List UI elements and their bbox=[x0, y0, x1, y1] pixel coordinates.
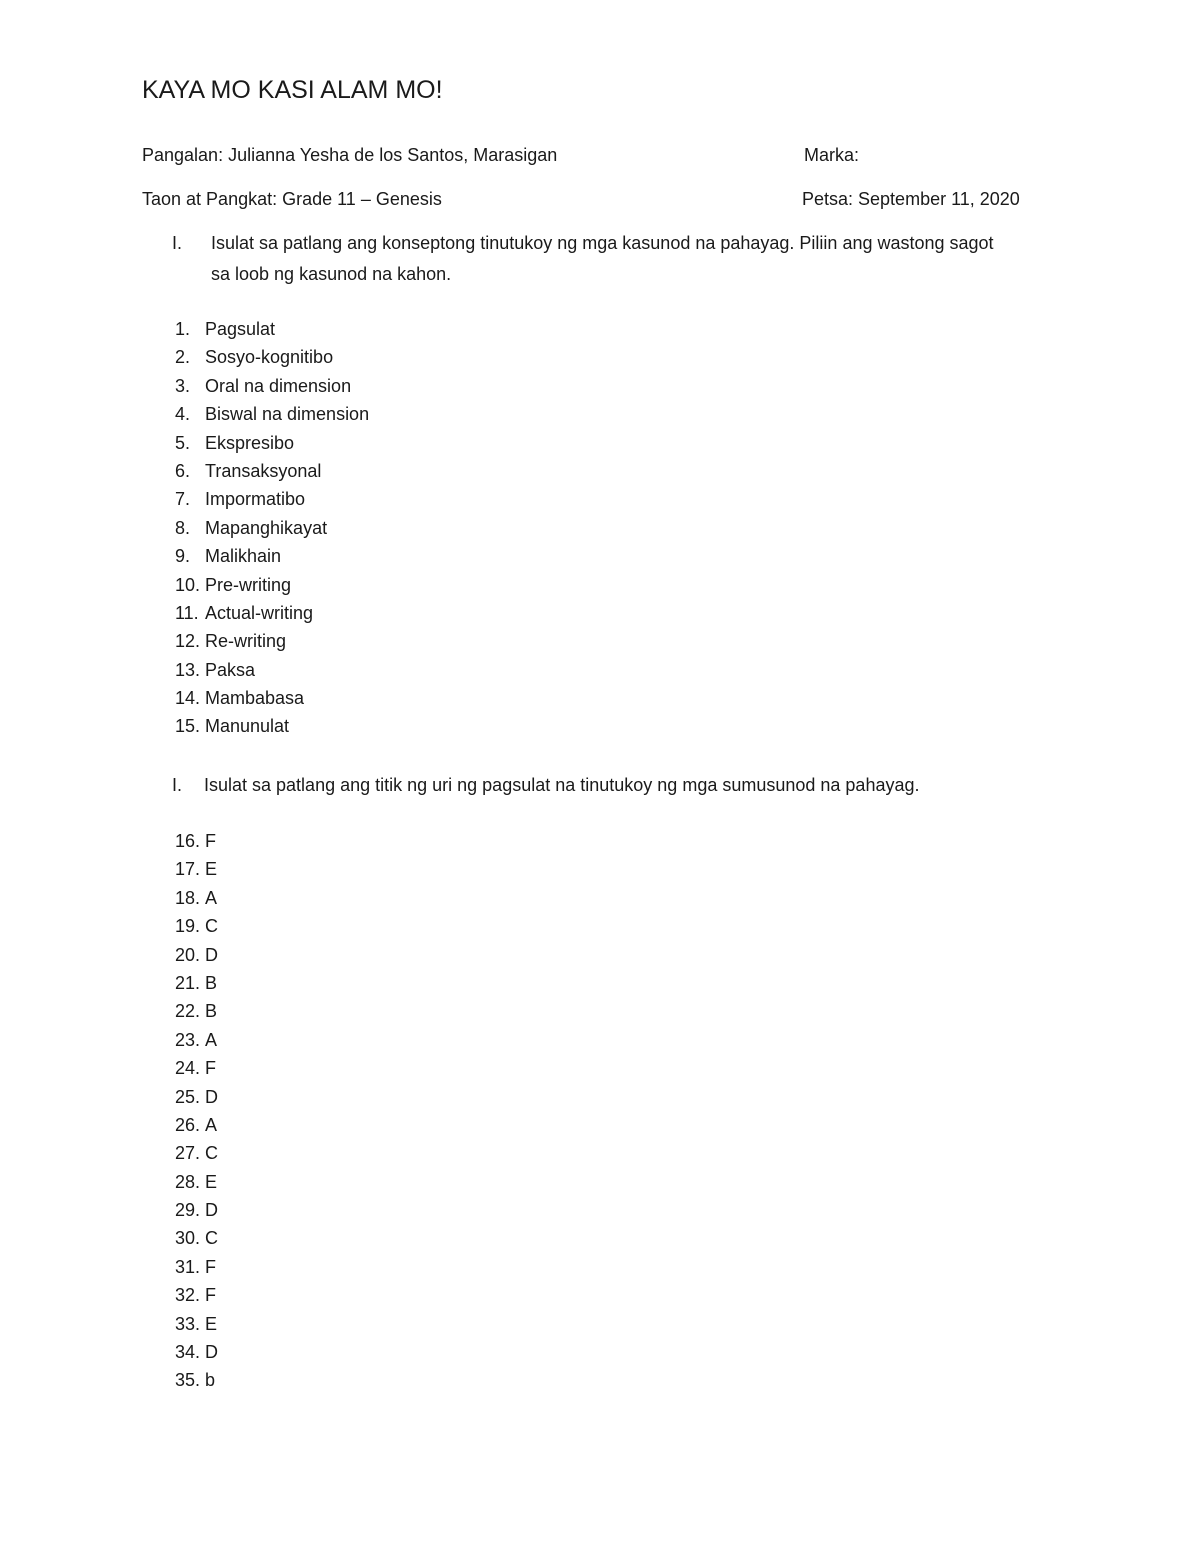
list-item: 19. C bbox=[175, 916, 218, 937]
list-item: 17. E bbox=[175, 859, 218, 880]
worksheet-title: KAYA MO KASI ALAM MO! bbox=[142, 76, 443, 104]
student-name: Pangalan: Julianna Yesha de los Santos, Marasigan bbox=[142, 145, 558, 165]
list-item: 28. E bbox=[175, 1171, 218, 1192]
name-row bbox=[142, 145, 1062, 166]
list-item: 8. Mapanghikayat bbox=[175, 517, 328, 538]
list-item: 9. Malikhain bbox=[175, 546, 282, 567]
section-row bbox=[142, 189, 1062, 210]
list-item: 32. F bbox=[175, 1285, 216, 1306]
part1-instruction-line2: sa loob ng kasunod na kahon. bbox=[211, 264, 452, 284]
list-item: 14. Mambabasa bbox=[175, 688, 305, 709]
list-item: 29. D bbox=[175, 1200, 218, 1221]
list-item: 26. A bbox=[175, 1114, 218, 1135]
list-item: 23. A bbox=[175, 1029, 218, 1050]
list-item: 20. D bbox=[175, 944, 218, 965]
list-item: 35. b bbox=[175, 1370, 216, 1391]
part1-instruction-line1: Isulat sa patlang ang konseptong tinutukoy ng mga kasunod na pahayag. Piliin ang wastong sagot bbox=[211, 233, 994, 253]
list-item: 25. D bbox=[175, 1086, 218, 1107]
list-item: 4. Biswal na dimension bbox=[175, 404, 370, 425]
list-item: 3. Oral na dimension bbox=[175, 375, 352, 396]
grade-label: Marka: bbox=[804, 145, 860, 165]
list-item: 6. Transaksyonal bbox=[175, 460, 322, 481]
list-item: 31. F bbox=[175, 1256, 216, 1277]
list-item: 34. D bbox=[175, 1342, 218, 1363]
date-label: Petsa: September 11, 2020 bbox=[802, 189, 1020, 209]
list-item: 18. A bbox=[175, 887, 218, 908]
list-item: 33. E bbox=[175, 1313, 218, 1334]
list-item: 7. Impormatibo bbox=[175, 489, 306, 510]
part2-instruction bbox=[142, 770, 1072, 801]
list-item: 2. Sosyo-kognitibo bbox=[175, 347, 334, 368]
part2-instruction-text: Isulat sa patlang ang titik ng uri ng pagsulat na tinutukoy ng mga sumusunod na pahayag. bbox=[204, 775, 920, 795]
part2-answer-list bbox=[175, 827, 218, 1395]
section-label: Taon at Pangkat: Grade 11 – Genesis bbox=[142, 189, 442, 209]
list-item: 15. Manunulat bbox=[175, 716, 290, 737]
part2-roman: I. bbox=[172, 775, 183, 795]
part1-answer-list bbox=[175, 315, 369, 741]
list-item: 21. B bbox=[175, 972, 218, 993]
list-item: 1. Pagsulat bbox=[175, 319, 276, 339]
list-item: 5. Ekspresibo bbox=[175, 432, 295, 453]
part1-roman: I. bbox=[172, 233, 183, 253]
list-item: 24. F bbox=[175, 1058, 216, 1079]
list-item: 12. Re-writing bbox=[175, 631, 287, 652]
list-item: 13. Paksa bbox=[175, 659, 256, 680]
list-item: 11. Actual-writing bbox=[175, 602, 314, 623]
list-item: 22. B bbox=[175, 1001, 218, 1022]
list-item: 27. C bbox=[175, 1143, 218, 1164]
list-item: 30. C bbox=[175, 1228, 218, 1249]
list-item: 10. Pre-writing bbox=[175, 574, 292, 595]
list-item: 16. F bbox=[175, 831, 216, 851]
part1-instruction bbox=[142, 228, 1072, 290]
